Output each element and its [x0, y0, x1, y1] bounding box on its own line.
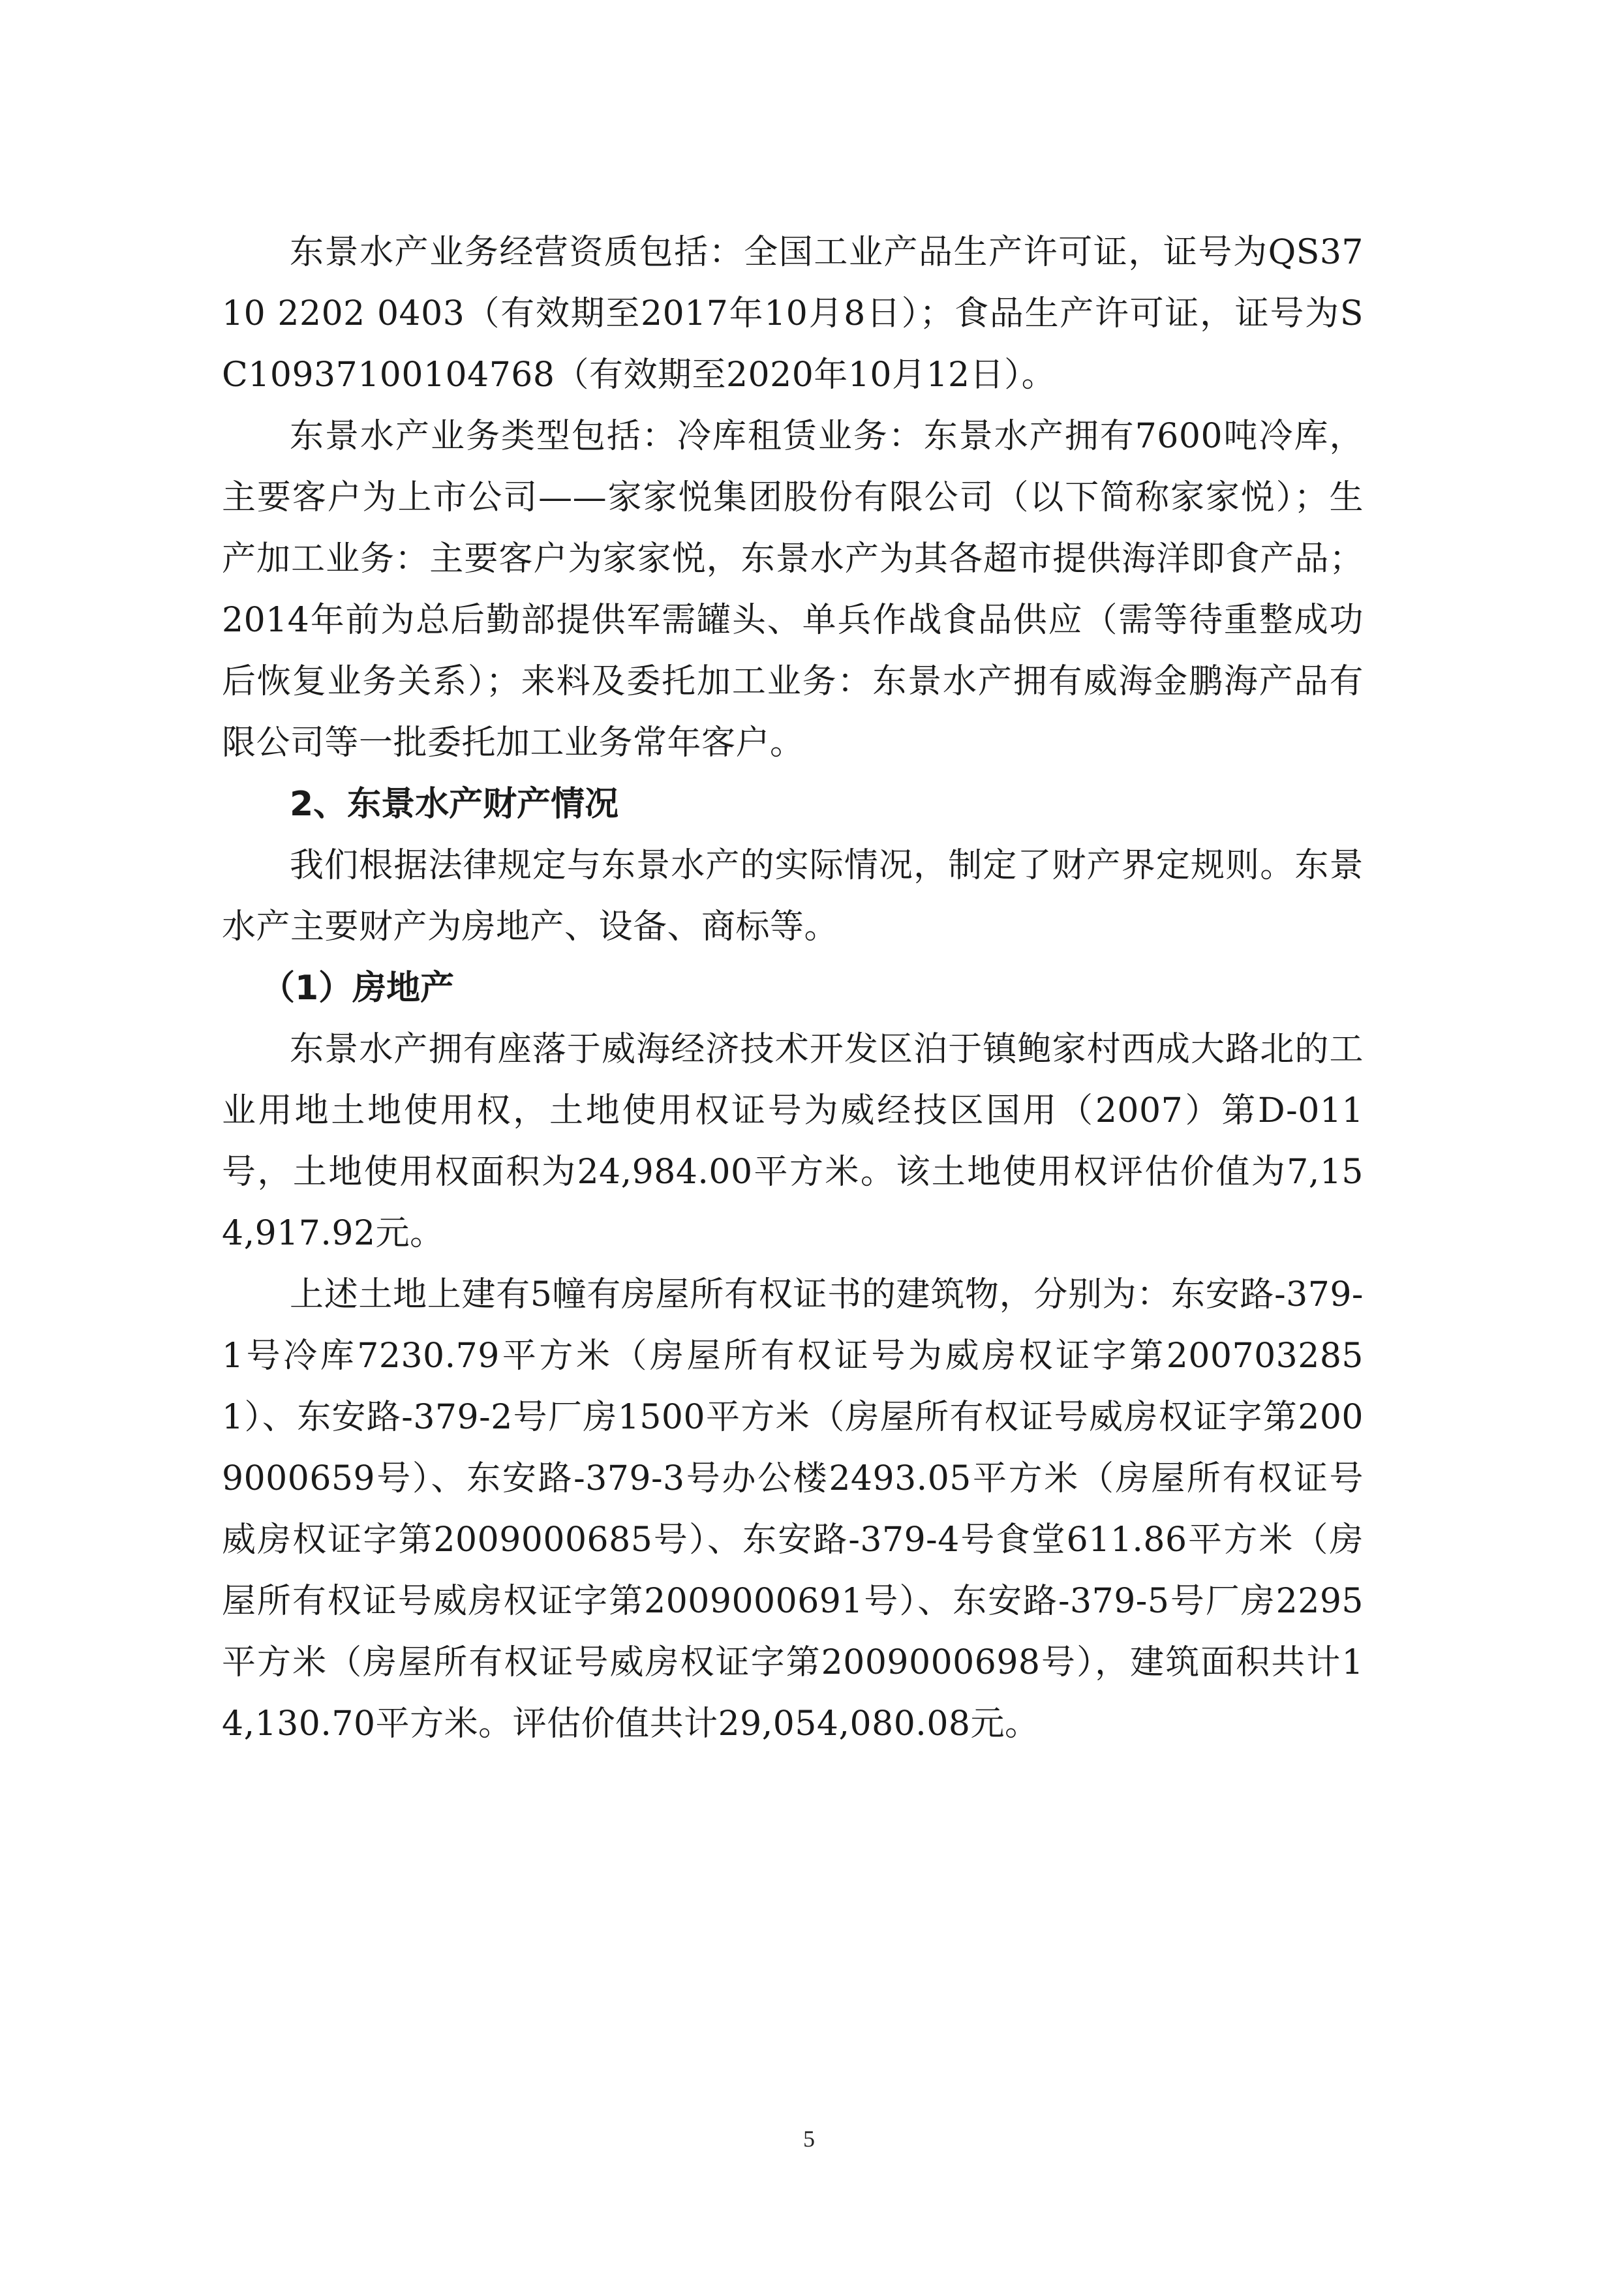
- section-heading-property: 2、东景水产财产情况: [290, 785, 619, 824]
- paragraph-qualifications: 东景水产业务经营资质包括：全国工业产品生产许可证，证号为QS3710 2202 0403（有效期至2017年10月8日）；食品生产许可证，证号为SC10937100104768（有效期至2020年10月12日）。: [222, 233, 1364, 395]
- paragraph-business-types: 东景水产业务类型包括：冷库租赁业务：东景水产拥有7600吨冷库，主要客户为上市公司——家家悦集团股份有限公司（以下简称家家悦）；生产加工业务：主要客户为家家悦，东景水产为其各超市提供海洋即食产品；2014年前为总后勤部提供军需罐头、单兵作战食品供应（需等待重整成功后恢复业务关系）；来料及委托加工业务：东景水产拥有威海金鹏海产品有限公司等一批委托加工业务常年客户。: [222, 417, 1364, 763]
- page-number: 5: [803, 2126, 815, 2152]
- subsection-heading-real-estate: （1）房地产: [261, 969, 455, 1008]
- paragraph-property-rules: 我们根据法律规定与东景水产的实际情况，制定了财产界定规则。东景水产主要财产为房地产、设备、商标等。: [222, 846, 1364, 946]
- paragraph-land-use-right: 东景水产拥有座落于威海经济技术开发区泊于镇鲍家村西成大路北的工业用地土地使用权，土地使用权证号为威经技区国用（2007）第D-011号，土地使用权面积为24,984.00平方米。该土地使用权评估价值为7,154,917.92元。: [222, 1030, 1364, 1253]
- paragraph-buildings: 上述土地上建有5幢有房屋所有权证书的建筑物，分别为：东安路-379-1号冷库7230.79平方米（房屋所有权证号为威房权证字第2007032851）、东安路-379-2号厂房1500平方米（房屋所有权证号威房权证字第2009000659号）、东安路-379-3号办公楼2493.05平方米（房屋所有权证号威房权证字第2009000685号）、东安路-379-4号食堂611.86平方米（房屋所有权证号威房权证字第2009000691号）、东安路-379-5号厂房2295平方米（房屋所有权证号威房权证字第2009000698号），建筑面积共计14,130.70平方米。评估价值共计29,054,080.08元。: [222, 1275, 1364, 1744]
- document-body: [222, 222, 1364, 1755]
